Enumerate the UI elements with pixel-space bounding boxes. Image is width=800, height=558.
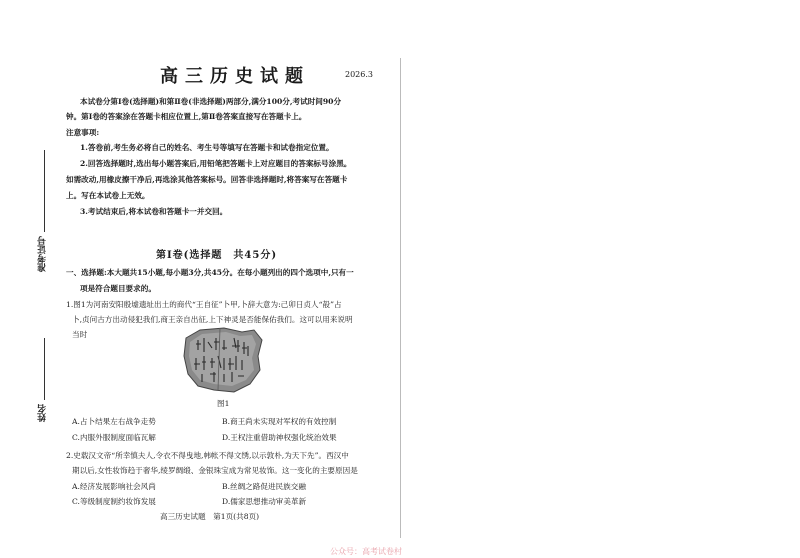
name-line [44, 338, 45, 400]
q1-option-d: D.王权注重借助神权强化统治效果 [222, 433, 337, 442]
note-1: 1.答卷前,考生务必将自己的姓名、考生号等填写在答题卡和试卷指定位置。 [80, 143, 334, 152]
page-divider [400, 58, 401, 538]
page-title: 高三历史试题 [160, 66, 310, 87]
section-instruction-1: 一、选择题:本大题共15小题,每小题3分,共45分。在每小题列出的四个选项中,只有一 [66, 268, 354, 277]
q2-line-2: 期以后,女性妆饰趋于奢华,绫罗绸缎、金银珠宝成为常见妆饰。这一变化的主要原因是 [72, 466, 358, 475]
q2-option-d: D.儒家思想推动审美革新 [222, 497, 307, 506]
intro-line-2: 钟。第Ⅰ卷的答案涂在答题卡相应位置上,第Ⅱ卷答案直接写在答题卡上。 [66, 112, 307, 121]
q2-option-c: C.等级制度制约妆饰发展 [72, 497, 156, 506]
watermark: 公众号：高考试卷村 [330, 547, 402, 556]
oracle-bone-image [180, 326, 265, 394]
q1-option-c: C.内服外服制度面临瓦解 [72, 433, 156, 442]
exam-date: 2026.3 [345, 70, 373, 79]
q1-line-2: 卜,贞问古方出动侵犯我们,商王亲自出征,上下神灵是否能保佑我们。这可以用来说明 [72, 315, 353, 324]
q1-option-a: A.占卜结果左右战争走势 [72, 417, 156, 426]
note-2c: 上。写在本试卷上无效。 [66, 191, 150, 200]
q1-option-b: B.商王尚未实现对军权的有效控制 [222, 417, 337, 426]
note-3: 3.考试结束后,将本试卷和答题卡一并交回。 [80, 207, 228, 216]
exam-id-line [44, 150, 45, 232]
q2-option-b: B.丝绸之路促进民族交融 [222, 482, 306, 491]
note-2b: 如需改动,用橡皮擦干净后,再选涂其他答案标号。回答非选择题时,将答案写在答题卡 [66, 175, 348, 184]
section-instruction-2: 项是符合题目要求的。 [80, 284, 156, 293]
page-footer: 高三历史试题 第1页(共8页) [160, 512, 260, 521]
section-title: 第Ⅰ卷(选择题 共45分) [156, 250, 278, 261]
intro-line-1: 本试卷分第Ⅰ卷(选择题)和第Ⅱ卷(非选择题)两部分,满分100分,考试时间90分 [80, 97, 342, 106]
notes-heading: 注意事项: [66, 128, 100, 137]
exam-id-label: 准考证号 [38, 236, 48, 272]
q1-line-3: 当时 [72, 330, 88, 339]
q2-option-a: A.经济发展影响社会风尚 [72, 482, 156, 491]
note-2a: 2.回答选择题时,选出每小题答案后,用铅笔把答题卡上对应题目的答案标号涂黑。 [80, 159, 352, 168]
q1-line-1: 1.图1为河南安阳殷墟遗址出土的商代“王自征”卜甲,卜辞大意为:己卯日贞人“㱿”占 [66, 300, 342, 309]
q2-line-1: 2.史载汉文帝“所幸慎夫人,令衣不得曳地,帏帐不得文绣,以示敦朴,为天下先”。西汉中 [66, 451, 349, 460]
name-label: 姓名 [38, 404, 48, 422]
figure-caption: 图1 [217, 399, 230, 408]
